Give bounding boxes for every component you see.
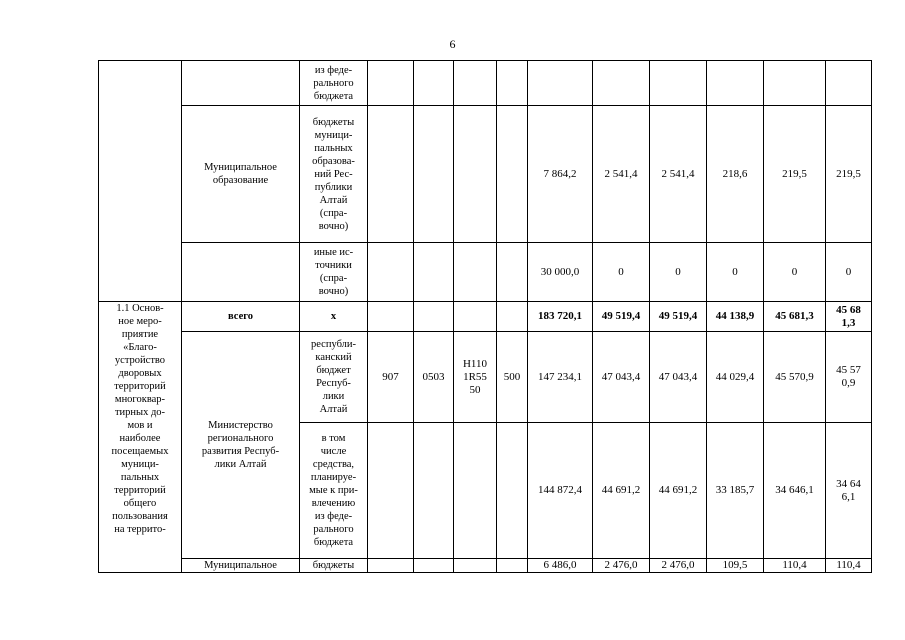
- grbs-cell: [368, 106, 414, 243]
- year-value-cell: 45 570,9: [764, 332, 826, 423]
- year-value-cell: 44 691,2: [593, 423, 650, 559]
- funding-source-cell: в том числе средства, планируе- мые к при- влечению из феде- рального бюджета: [300, 423, 368, 559]
- year-value-cell: [593, 61, 650, 106]
- table-row: [99, 243, 872, 302]
- vr-cell: [497, 423, 528, 559]
- year-value-cell: 45 68 1,3: [826, 302, 872, 332]
- executor-cell: всего: [182, 302, 300, 332]
- rzpr-cell: [414, 106, 454, 243]
- vr-cell: [497, 106, 528, 243]
- year-value-cell: 0: [593, 243, 650, 302]
- executor-cell: [182, 243, 300, 302]
- grbs-cell: [368, 61, 414, 106]
- grbs-cell: 907: [368, 332, 414, 423]
- table-row: [99, 61, 872, 106]
- rzpr-cell: [414, 302, 454, 332]
- year-value-cell: 2 541,4: [650, 106, 707, 243]
- year-value-cell: 110,4: [764, 559, 826, 573]
- year-value-cell: 47 043,4: [650, 332, 707, 423]
- vr-cell: [497, 559, 528, 573]
- year-value-cell: 45 681,3: [764, 302, 826, 332]
- csr-cell: [454, 423, 497, 559]
- csr-cell: [454, 61, 497, 106]
- vr-cell: 500: [497, 332, 528, 423]
- rzpr-cell: [414, 61, 454, 106]
- csr-cell: Н110 1R55 50: [454, 332, 497, 423]
- executor-cell: Муниципальное образование: [182, 106, 300, 243]
- year-value-cell: 44 029,4: [707, 332, 764, 423]
- table-row: [99, 106, 872, 243]
- total-cell: 7 864,2: [528, 106, 593, 243]
- year-value-cell: 44 138,9: [707, 302, 764, 332]
- year-value-cell: 34 64 6,1: [826, 423, 872, 559]
- funding-source-cell: х: [300, 302, 368, 332]
- year-value-cell: [650, 61, 707, 106]
- table-row: [99, 302, 872, 332]
- year-value-cell: 218,6: [707, 106, 764, 243]
- year-value-cell: [764, 61, 826, 106]
- funding-source-cell: республи- канский бюджет Респуб- лики Алтай: [300, 332, 368, 423]
- csr-cell: [454, 243, 497, 302]
- year-value-cell: [826, 61, 872, 106]
- year-value-cell: 0: [764, 243, 826, 302]
- vr-cell: [497, 243, 528, 302]
- year-value-cell: 44 691,2: [650, 423, 707, 559]
- year-value-cell: 110,4: [826, 559, 872, 573]
- csr-cell: [454, 106, 497, 243]
- funding-source-cell: иные ис- точники (спра- вочно): [300, 243, 368, 302]
- year-value-cell: 0: [707, 243, 764, 302]
- year-value-cell: 49 519,4: [650, 302, 707, 332]
- rzpr-cell: [414, 423, 454, 559]
- year-value-cell: 0: [650, 243, 707, 302]
- budget-table: [98, 60, 872, 573]
- rzpr-cell: [414, 243, 454, 302]
- total-cell: 183 720,1: [528, 302, 593, 332]
- funding-source-cell: бюджеты муници- пальных образова- ний Рес- публики Алтай (спра- вочно): [300, 106, 368, 243]
- total-cell: 144 872,4: [528, 423, 593, 559]
- page-number: 6: [449, 37, 456, 51]
- csr-cell: [454, 302, 497, 332]
- executor-cell: Министерство регионального развития Респуб- лики Алтай: [182, 332, 300, 559]
- table-row: [99, 332, 872, 423]
- executor-cell: [182, 61, 300, 106]
- vr-cell: [497, 61, 528, 106]
- grbs-cell: [368, 302, 414, 332]
- year-value-cell: 2 476,0: [650, 559, 707, 573]
- year-value-cell: 49 519,4: [593, 302, 650, 332]
- total-cell: 147 234,1: [528, 332, 593, 423]
- year-value-cell: [707, 61, 764, 106]
- year-value-cell: 109,5: [707, 559, 764, 573]
- year-value-cell: 47 043,4: [593, 332, 650, 423]
- executor-cell: Муниципальное: [182, 559, 300, 573]
- grbs-cell: [368, 423, 414, 559]
- total-cell: 6 486,0: [528, 559, 593, 573]
- program-name-cell: 1.1 Основ- ное меро- приятие «Благо- устройство дворовых территорий многоквар- тирных до- мов и наиболее посещаемых муници- пальных территорий общего пользования на террито-: [99, 302, 182, 573]
- year-value-cell: 2 541,4: [593, 106, 650, 243]
- funding-source-cell: бюджеты: [300, 559, 368, 573]
- year-value-cell: 34 646,1: [764, 423, 826, 559]
- grbs-cell: [368, 243, 414, 302]
- rzpr-cell: 0503: [414, 332, 454, 423]
- year-value-cell: 219,5: [826, 106, 872, 243]
- year-value-cell: 0: [826, 243, 872, 302]
- program-name-cell: [99, 61, 182, 302]
- year-value-cell: 33 185,7: [707, 423, 764, 559]
- funding-source-cell: из феде- рального бюджета: [300, 61, 368, 106]
- vr-cell: [497, 302, 528, 332]
- table-row: [99, 559, 872, 573]
- csr-cell: [454, 559, 497, 573]
- year-value-cell: 45 57 0,9: [826, 332, 872, 423]
- total-cell: [528, 61, 593, 106]
- rzpr-cell: [414, 559, 454, 573]
- year-value-cell: 2 476,0: [593, 559, 650, 573]
- year-value-cell: 219,5: [764, 106, 826, 243]
- grbs-cell: [368, 559, 414, 573]
- total-cell: 30 000,0: [528, 243, 593, 302]
